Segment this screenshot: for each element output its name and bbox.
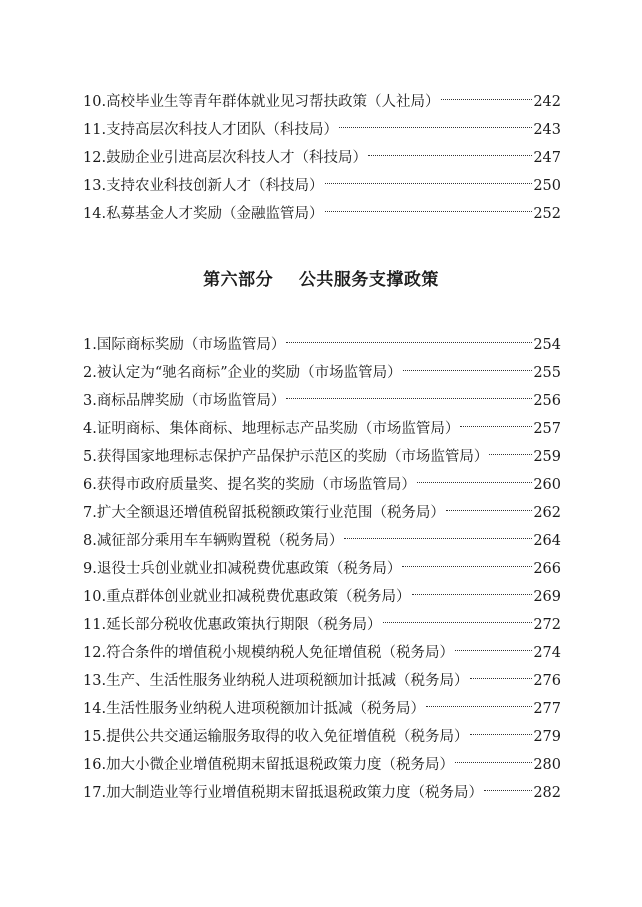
toc-dot-leader (446, 509, 532, 511)
toc-entry[interactable] (83, 144, 561, 172)
toc-dot-leader (441, 98, 533, 100)
toc-dot-leader (325, 182, 533, 184)
toc-entry[interactable] (83, 116, 561, 144)
toc-entry-title: 扩大全额退还增值税留抵税额政策行业范围（税务局） (96, 505, 445, 521)
toc-entry-page-number: 282 (533, 785, 561, 801)
toc-entry[interactable] (83, 695, 561, 723)
toc-entry-number: 2. (83, 365, 97, 381)
toc-entry-number: 17. (83, 785, 107, 801)
toc-entry-title: 商标品牌奖励（市场监管局） (96, 393, 286, 409)
toc-entry-title: 鼓励企业引进高层次科技人才（科技局） (106, 150, 368, 166)
toc-entry[interactable] (83, 88, 561, 116)
toc-entry[interactable] (83, 471, 561, 499)
toc-entry-title: 减征部分乘用车车辆购置税（税务局） (96, 533, 344, 549)
toc-entry-title: 获得国家地理标志保护产品保护示范区的奖励（市场监管局） (96, 449, 489, 465)
toc-entry[interactable] (83, 443, 561, 471)
toc-entry-page-number: 276 (533, 673, 561, 689)
toc-entry-number: 9. (83, 561, 97, 577)
toc-entry-title: 退役士兵创业就业扣减税费优惠政策（税务局） (96, 561, 402, 577)
toc-entry-page-number: 254 (533, 337, 561, 353)
toc-entry-number: 1. (83, 337, 97, 353)
toc-entry-page-number: 247 (533, 150, 561, 166)
section-heading: 第六部分 公共服务支撑政策 (203, 270, 439, 290)
toc-dot-leader (417, 481, 532, 483)
toc-entry-title: 提供公共交通运输服务取得的收入免征增值税（税务局） (106, 729, 469, 745)
toc-entry-page-number: 252 (533, 206, 561, 222)
toc-list-part-5-tail (83, 88, 561, 228)
toc-entry[interactable] (83, 779, 561, 807)
toc-entry-page-number: 260 (533, 477, 561, 493)
toc-entry[interactable] (83, 555, 561, 583)
toc-entry-page-number: 274 (533, 645, 561, 661)
toc-dot-leader (344, 537, 532, 539)
toc-entry-page-number: 279 (533, 729, 561, 745)
toc-entry[interactable] (83, 387, 561, 415)
toc-entry-title: 证明商标、集体商标、地理标志产品奖励（市场监管局） (96, 421, 460, 437)
toc-dot-leader (402, 565, 532, 567)
toc-entry-title: 生活性服务业纳税人进项税额加计抵减（税务局） (106, 701, 426, 717)
toc-entry[interactable] (83, 639, 561, 667)
toc-entry-number: 6. (83, 477, 97, 493)
toc-entry-number: 10. (83, 94, 107, 110)
toc-dot-leader (455, 761, 532, 763)
toc-entry-number: 10. (83, 589, 107, 605)
toc-entry-title: 国际商标奖励（市场监管局） (96, 337, 286, 353)
toc-dot-leader (286, 397, 532, 399)
toc-entry-number: 15. (83, 729, 107, 745)
toc-entry-number: 16. (83, 757, 107, 773)
toc-dot-leader (460, 425, 532, 427)
toc-entry-number: 11. (83, 122, 107, 138)
toc-entry-number: 14. (83, 701, 107, 717)
toc-dot-leader (325, 210, 533, 212)
toc-dot-leader (383, 621, 533, 623)
toc-entry-title: 生产、生活性服务业纳税人进项税额加计抵减（税务局） (106, 673, 469, 689)
toc-dot-leader (368, 154, 532, 156)
toc-entry[interactable] (83, 667, 561, 695)
toc-entry-title: 支持农业科技创新人才（科技局） (106, 178, 324, 194)
toc-entry-page-number: 277 (533, 701, 561, 717)
toc-entry-page-number: 280 (533, 757, 561, 773)
toc-entry[interactable] (83, 723, 561, 751)
toc-entry[interactable] (83, 200, 561, 228)
toc-entry-title: 重点群体创业就业扣减税费优惠政策（税务局） (106, 589, 411, 605)
toc-entry-page-number: 264 (533, 533, 561, 549)
toc-entry-page-number: 262 (533, 505, 561, 521)
toc-entry-title: 加大制造业等行业增值税期末留抵退税政策力度（税务局） (106, 785, 484, 801)
toc-dot-leader (412, 593, 533, 595)
toc-entry[interactable] (83, 415, 561, 443)
toc-entry-title: 私募基金人才奖励（金融监管局） (106, 206, 324, 222)
toc-dot-leader (470, 677, 533, 679)
toc-entry[interactable] (83, 751, 561, 779)
toc-entry-title: 高校毕业生等青年群体就业见习帮扶政策（人社局） (106, 94, 440, 110)
toc-entry-title: 被认定为“驰名商标”企业的奖励（市场监管局） (96, 365, 402, 381)
toc-dot-leader (484, 789, 532, 791)
toc-entry-page-number: 269 (533, 589, 561, 605)
toc-entry-page-number: 250 (533, 178, 561, 194)
toc-entry-page-number: 256 (533, 393, 561, 409)
toc-dot-leader (470, 733, 533, 735)
toc-entry-title: 符合条件的增值税小规模纳税人免征增值税（税务局） (106, 645, 455, 661)
toc-entry[interactable] (83, 499, 561, 527)
toc-entry-number: 4. (83, 421, 97, 437)
toc-entry[interactable] (83, 359, 561, 387)
toc-entry-number: 11. (83, 617, 107, 633)
toc-entry-number: 7. (83, 505, 97, 521)
toc-list-part-6 (83, 331, 561, 807)
toc-entry-number: 3. (83, 393, 97, 409)
toc-dot-leader (455, 649, 532, 651)
toc-entry-number: 5. (83, 449, 97, 465)
toc-entry-page-number: 259 (533, 449, 561, 465)
toc-entry-page-number: 257 (533, 421, 561, 437)
toc-entry-page-number: 255 (533, 365, 561, 381)
toc-dot-leader (403, 369, 533, 371)
toc-entry-page-number: 243 (533, 122, 561, 138)
toc-entry-page-number: 242 (533, 94, 561, 110)
toc-entry-page-number: 272 (533, 617, 561, 633)
toc-dot-leader (339, 126, 532, 128)
toc-entry-title: 延长部分税收优惠政策执行期限（税务局） (106, 617, 382, 633)
toc-entry-number: 13. (83, 673, 107, 689)
toc-entry[interactable] (83, 527, 561, 555)
toc-entry-title: 加大小微企业增值税期末留抵退税政策力度（税务局） (106, 757, 455, 773)
toc-dot-leader (426, 705, 532, 707)
toc-entry[interactable] (83, 331, 561, 359)
toc-entry-title: 支持高层次科技人才团队（科技局） (106, 122, 339, 138)
toc-entry-title: 获得市政府质量奖、提名奖的奖励（市场监管局） (96, 477, 416, 493)
toc-entry-number: 12. (83, 645, 107, 661)
toc-dot-leader (286, 341, 532, 343)
toc-entry-number: 14. (83, 206, 107, 222)
toc-entry-number: 13. (83, 178, 107, 194)
toc-entry-number: 12. (83, 150, 107, 166)
toc-dot-leader (489, 453, 532, 455)
toc-entry[interactable] (83, 611, 561, 639)
toc-entry-number: 8. (83, 533, 97, 549)
toc-entry[interactable] (83, 172, 561, 200)
toc-entry[interactable] (83, 583, 561, 611)
toc-entry-page-number: 266 (533, 561, 561, 577)
